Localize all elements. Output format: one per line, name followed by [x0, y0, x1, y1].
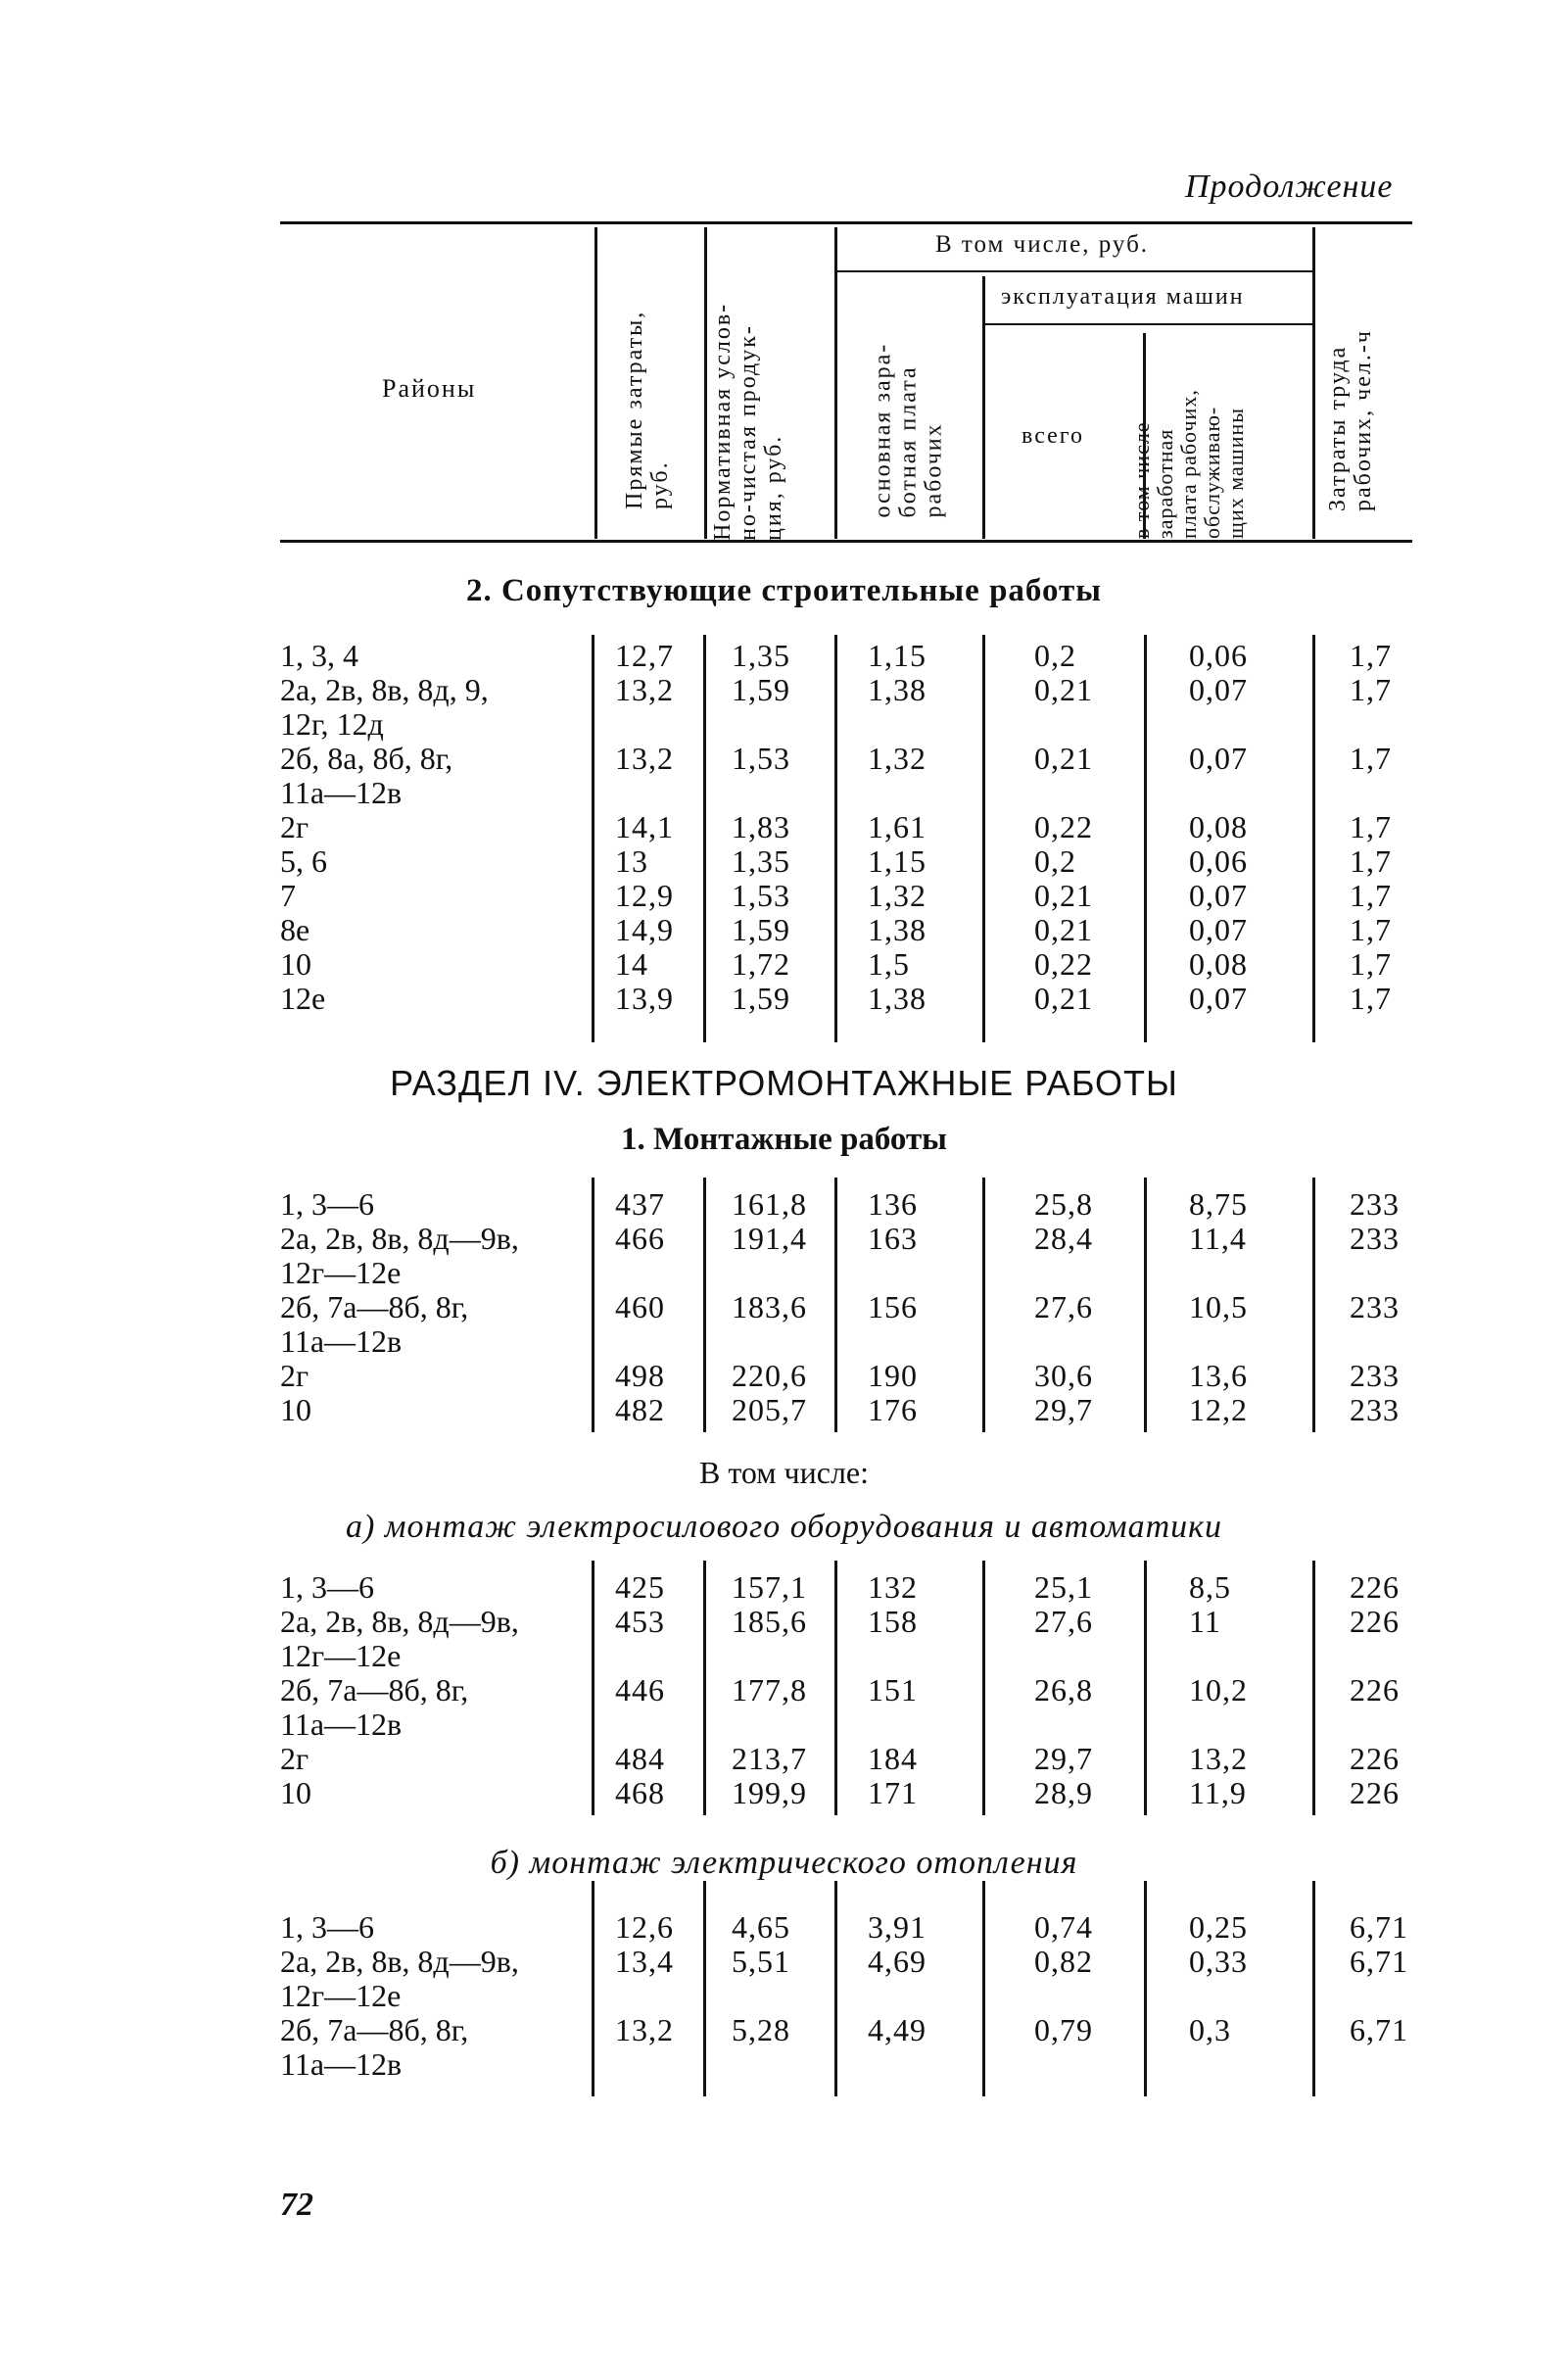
region-cell: 2б, 8а, 8б, 8г, [280, 741, 453, 776]
header-bottom-rule [280, 540, 1412, 543]
value-cell: 0,08 [1189, 809, 1248, 844]
region-cell: 2б, 7а—8б, 8г, [280, 2012, 469, 2047]
value-cell: 191,4 [732, 1221, 807, 1256]
subsection-1-table [280, 1187, 1426, 1444]
value-cell: 13,9 [615, 981, 674, 1016]
value-cell: 0,21 [1034, 981, 1093, 1016]
value-cell: 11,9 [1189, 1775, 1247, 1810]
column-divider [834, 1881, 837, 2096]
region-cell: 11а—12в [280, 1323, 403, 1359]
value-cell: 1,32 [868, 878, 927, 913]
value-cell: 0,2 [1034, 843, 1076, 879]
header-base-wage: основная зара- ботная плата рабочих [870, 342, 947, 518]
column-divider [592, 1561, 594, 1815]
value-cell: 0,21 [1034, 912, 1093, 947]
value-cell: 1,38 [868, 981, 927, 1016]
region-cell: 12г—12е [280, 1638, 402, 1673]
value-cell: 8,75 [1189, 1186, 1248, 1222]
value-cell: 14,9 [615, 912, 674, 947]
region-cell: 10 [280, 1392, 311, 1427]
value-cell: 213,7 [732, 1741, 807, 1776]
value-cell: 1,7 [1350, 946, 1392, 982]
value-cell: 26,8 [1034, 1672, 1093, 1708]
value-cell: 233 [1350, 1358, 1400, 1393]
value-cell: 132 [868, 1569, 918, 1605]
value-cell: 0,06 [1189, 843, 1248, 879]
value-cell: 5,51 [732, 1944, 790, 1979]
value-cell: 233 [1350, 1289, 1400, 1324]
value-cell: 0,21 [1034, 672, 1093, 707]
value-cell: 484 [615, 1741, 665, 1776]
value-cell: 233 [1350, 1186, 1400, 1222]
value-cell: 14,1 [615, 809, 674, 844]
value-cell: 1,7 [1350, 878, 1392, 913]
region-cell: 12г—12е [280, 1978, 402, 2013]
value-cell: 0,3 [1189, 2012, 1231, 2047]
value-cell: 226 [1350, 1672, 1400, 1708]
column-divider [703, 635, 706, 1042]
value-cell: 30,6 [1034, 1358, 1093, 1393]
value-cell: 233 [1350, 1392, 1400, 1427]
value-cell: 27,6 [1034, 1604, 1093, 1639]
value-cell: 0,33 [1189, 1944, 1248, 1979]
region-cell: 2б, 7а—8б, 8г, [280, 1672, 469, 1708]
value-cell: 29,7 [1034, 1741, 1093, 1776]
region-cell: 11а—12в [280, 775, 403, 810]
region-cell: 2г [280, 1358, 309, 1393]
value-cell: 0,21 [1034, 741, 1093, 776]
value-cell: 0,07 [1189, 672, 1248, 707]
header-total: всего [1022, 423, 1085, 449]
value-cell: 0,21 [1034, 878, 1093, 913]
value-cell: 1,59 [732, 981, 790, 1016]
value-cell: 29,7 [1034, 1392, 1093, 1427]
value-cell: 3,91 [868, 1909, 927, 1945]
column-divider [1144, 635, 1147, 1042]
value-cell: 1,7 [1350, 843, 1392, 879]
value-cell: 11 [1189, 1604, 1221, 1639]
region-cell: 7 [280, 878, 296, 913]
value-cell: 13,4 [615, 1944, 674, 1979]
part-4-title: РАЗДЕЛ IV. ЭЛЕКТРОМОНТАЖНЫЕ РАБОТЫ [390, 1063, 1178, 1103]
column-divider [592, 1881, 594, 2096]
region-cell: 2г [280, 1741, 309, 1776]
value-cell: 13,6 [1189, 1358, 1248, 1393]
value-cell: 226 [1350, 1741, 1400, 1776]
header-top-rule [280, 221, 1412, 224]
column-divider [592, 1178, 594, 1432]
header-labor: Затраты труда рабочих, чел.-ч [1325, 329, 1376, 511]
value-cell: 6,71 [1350, 2012, 1408, 2047]
column-divider [834, 635, 837, 1042]
region-cell: 2а, 2в, 8в, 8д—9в, [280, 1944, 519, 1979]
value-cell: 1,5 [868, 946, 910, 982]
column-divider [1312, 1178, 1315, 1432]
value-cell: 171 [868, 1775, 918, 1810]
value-cell: 1,53 [732, 741, 790, 776]
region-cell: 11а—12в [280, 2046, 403, 2082]
region-cell: 12г, 12д [280, 706, 384, 742]
value-cell: 0,79 [1034, 2012, 1093, 2047]
value-cell: 226 [1350, 1569, 1400, 1605]
value-cell: 453 [615, 1604, 665, 1639]
value-cell: 1,72 [732, 946, 790, 982]
value-cell: 156 [868, 1289, 918, 1324]
value-cell: 177,8 [732, 1672, 807, 1708]
value-cell: 6,71 [1350, 1909, 1408, 1945]
column-divider [982, 1178, 985, 1432]
section-2-table [280, 639, 1426, 1050]
value-cell: 1,61 [868, 809, 927, 844]
column-divider [982, 635, 985, 1042]
header-normative: Нормативная услов- но-чистая продук- ция, руб. [710, 302, 786, 541]
value-cell: 185,6 [732, 1604, 807, 1639]
value-cell: 446 [615, 1672, 665, 1708]
region-cell: 1, 3, 4 [280, 638, 358, 673]
section-2-title: 2. Сопутствующие строительные работы [465, 573, 1103, 608]
region-cell: 10 [280, 1775, 311, 1810]
value-cell: 1,59 [732, 672, 790, 707]
header-machines-group: эксплуатация машин [1001, 284, 1245, 310]
region-cell: 10 [280, 946, 311, 982]
value-cell: 0,2 [1034, 638, 1076, 673]
value-cell: 233 [1350, 1221, 1400, 1256]
region-cell: 8е [280, 912, 310, 947]
region-cell: 1, 3—6 [280, 1909, 374, 1945]
header-incl-group: В том числе, руб. [935, 231, 1150, 258]
value-cell: 184 [868, 1741, 918, 1776]
value-cell: 13,2 [615, 672, 674, 707]
subsection-b-table [280, 1910, 1426, 2106]
region-cell: 11а—12в [280, 1707, 403, 1742]
value-cell: 5,28 [732, 2012, 790, 2047]
value-cell: 176 [868, 1392, 918, 1427]
value-cell: 482 [615, 1392, 665, 1427]
value-cell: 205,7 [732, 1392, 807, 1427]
value-cell: 28,9 [1034, 1775, 1093, 1810]
value-cell: 6,71 [1350, 1944, 1408, 1979]
value-cell: 0,07 [1189, 912, 1248, 947]
value-cell: 0,07 [1189, 878, 1248, 913]
value-cell: 0,82 [1034, 1944, 1093, 1979]
value-cell: 8,5 [1189, 1569, 1231, 1605]
value-cell: 12,7 [615, 638, 674, 673]
value-cell: 437 [615, 1186, 665, 1222]
value-cell: 498 [615, 1358, 665, 1393]
column-divider [703, 1178, 706, 1432]
region-cell: 5, 6 [280, 843, 327, 879]
column-divider [1312, 635, 1315, 1042]
value-cell: 468 [615, 1775, 665, 1810]
value-cell: 11,4 [1189, 1221, 1247, 1256]
value-cell: 13 [615, 843, 648, 879]
value-cell: 151 [868, 1672, 918, 1708]
value-cell: 226 [1350, 1775, 1400, 1810]
value-cell: 1,7 [1350, 638, 1392, 673]
subsection-b-title: б) монтаж электрического отопления [490, 1845, 1078, 1881]
header-region: Районы [382, 374, 477, 403]
value-cell: 0,25 [1189, 1909, 1248, 1945]
value-cell: 12,9 [615, 878, 674, 913]
value-cell: 1,38 [868, 672, 927, 707]
region-cell: 2а, 2в, 8в, 8д—9в, [280, 1221, 519, 1256]
value-cell: 13,2 [615, 741, 674, 776]
value-cell: 158 [868, 1604, 918, 1639]
region-cell: 12е [280, 981, 326, 1016]
value-cell: 1,7 [1350, 672, 1392, 707]
value-cell: 425 [615, 1569, 665, 1605]
region-cell: 1, 3—6 [280, 1569, 374, 1605]
column-divider [1312, 1561, 1315, 1815]
page-number: 72 [280, 2187, 313, 2223]
value-cell: 1,15 [868, 843, 927, 879]
header-incl-wage: в том числе заработная плата рабочих, обслуживаю- щих машины [1129, 389, 1248, 539]
region-cell: 2г [280, 809, 309, 844]
value-cell: 0,07 [1189, 981, 1248, 1016]
subsection-1-title: 1. Монтажные работы [621, 1122, 947, 1157]
column-divider [703, 1881, 706, 2096]
column-divider [834, 1178, 837, 1432]
value-cell: 1,53 [732, 878, 790, 913]
value-cell: 13,2 [1189, 1741, 1248, 1776]
value-cell: 12,2 [1189, 1392, 1248, 1427]
value-cell: 0,22 [1034, 946, 1093, 982]
region-cell: 12г—12е [280, 1255, 402, 1290]
region-cell: 2а, 2в, 8в, 8д—9в, [280, 1604, 519, 1639]
region-cell: 2а, 2в, 8в, 8д, 9, [280, 672, 489, 707]
value-cell: 1,32 [868, 741, 927, 776]
value-cell: 1,7 [1350, 981, 1392, 1016]
value-cell: 28,4 [1034, 1221, 1093, 1256]
value-cell: 1,38 [868, 912, 927, 947]
value-cell: 14 [615, 946, 648, 982]
value-cell: 0,08 [1189, 946, 1248, 982]
value-cell: 161,8 [732, 1186, 807, 1222]
column-divider [1144, 1178, 1147, 1432]
header-direct-costs: Прямые затраты, руб. [622, 310, 673, 509]
value-cell: 183,6 [732, 1289, 807, 1324]
region-cell: 2б, 7а—8б, 8г, [280, 1289, 469, 1324]
value-cell: 1,83 [732, 809, 790, 844]
column-divider [982, 1561, 985, 1815]
value-cell: 1,7 [1350, 912, 1392, 947]
column-divider [982, 1881, 985, 2096]
value-cell: 226 [1350, 1604, 1400, 1639]
value-cell: 4,69 [868, 1944, 927, 1979]
value-cell: 1,35 [732, 638, 790, 673]
column-divider [1144, 1881, 1147, 2096]
value-cell: 10,2 [1189, 1672, 1248, 1708]
value-cell: 25,1 [1034, 1569, 1093, 1605]
column-divider [1312, 1881, 1315, 2096]
subsection-a-title: а) монтаж электросилового оборудования и автоматики [345, 1509, 1223, 1545]
value-cell: 1,15 [868, 638, 927, 673]
value-cell: 157,1 [732, 1569, 807, 1605]
value-cell: 27,6 [1034, 1289, 1093, 1324]
value-cell: 1,7 [1350, 809, 1392, 844]
value-cell: 4,49 [868, 2012, 927, 2047]
value-cell: 12,6 [615, 1909, 674, 1945]
value-cell: 466 [615, 1221, 665, 1256]
value-cell: 1,59 [732, 912, 790, 947]
column-divider [592, 635, 594, 1042]
value-cell: 0,07 [1189, 741, 1248, 776]
value-cell: 199,9 [732, 1775, 807, 1810]
value-cell: 0,22 [1034, 809, 1093, 844]
value-cell: 136 [868, 1186, 918, 1222]
value-cell: 220,6 [732, 1358, 807, 1393]
value-cell: 460 [615, 1289, 665, 1324]
value-cell: 190 [868, 1358, 918, 1393]
subsection-a-table [280, 1570, 1426, 1827]
column-divider [1144, 1561, 1147, 1815]
continuation-label: Продолжение [1185, 168, 1394, 205]
value-cell: 1,7 [1350, 741, 1392, 776]
value-cell: 4,65 [732, 1909, 790, 1945]
column-divider [703, 1561, 706, 1815]
value-cell: 0,06 [1189, 638, 1248, 673]
value-cell: 13,2 [615, 2012, 674, 2047]
including-label: В том числе: [698, 1455, 870, 1490]
value-cell: 10,5 [1189, 1289, 1248, 1324]
value-cell: 0,74 [1034, 1909, 1093, 1945]
value-cell: 163 [868, 1221, 918, 1256]
region-cell: 1, 3—6 [280, 1186, 374, 1222]
value-cell: 1,35 [732, 843, 790, 879]
value-cell: 25,8 [1034, 1186, 1093, 1222]
column-divider [834, 1561, 837, 1815]
